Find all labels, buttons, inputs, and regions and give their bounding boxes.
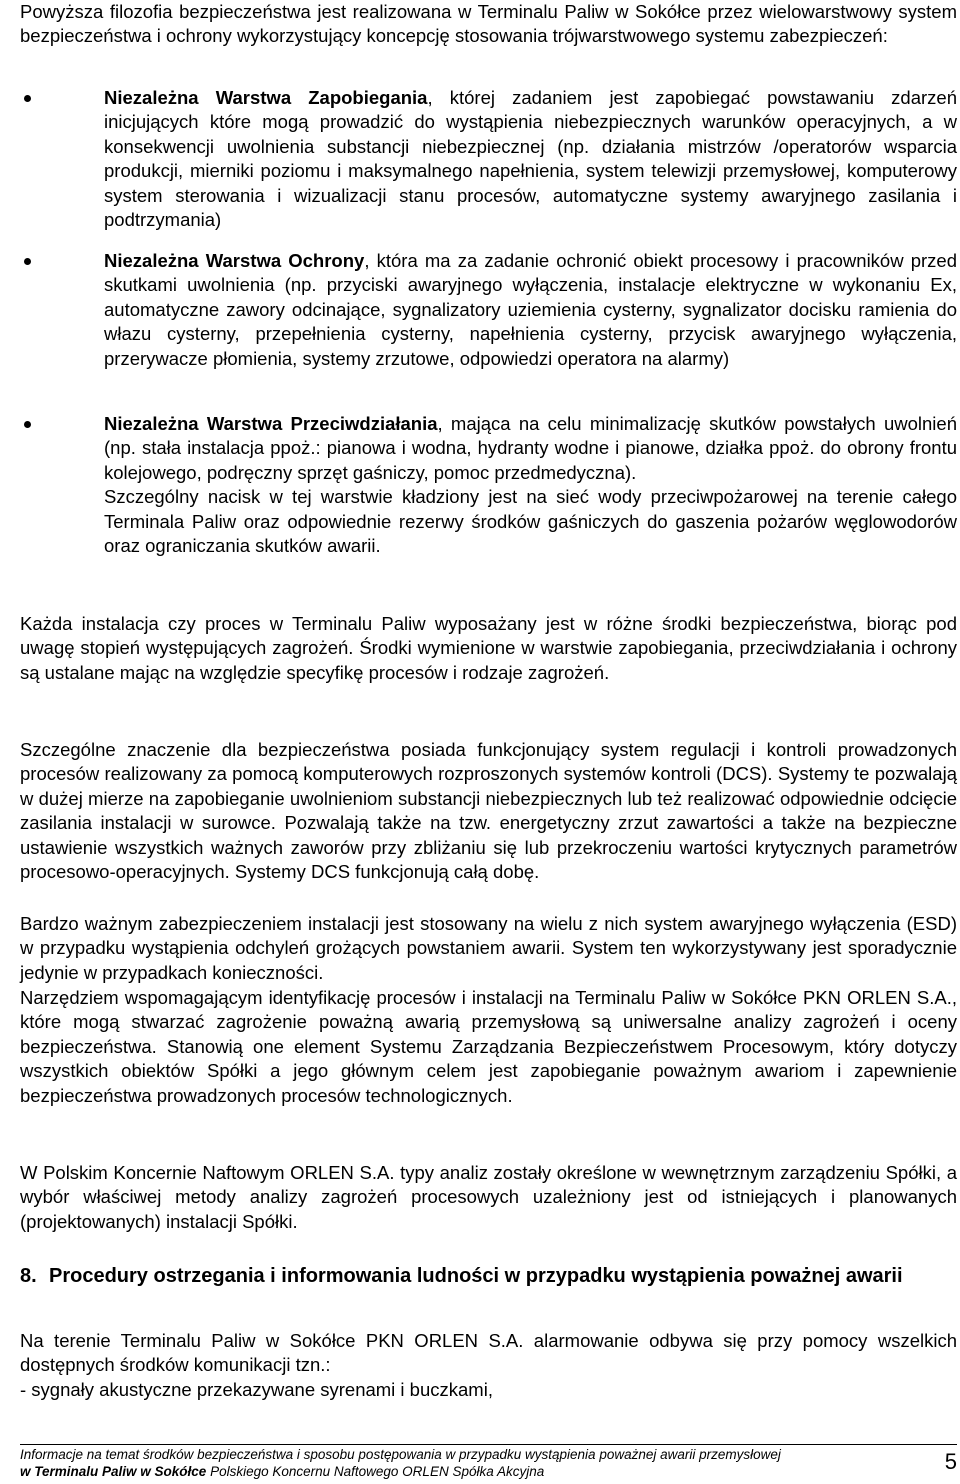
paragraph-measures: Każda instalacja czy proces w Terminalu Paliw wyposażany jest w różne środki bezpieczeństwa, biorąc pod uwagę stopień występujących zagrożeń. Środki wymienione w warstwie zapobiegania, przeciwdziałania i ochrony są ustalane mając na względzie specyfikę procesów i rodzaje zagrożeń. (20, 613, 957, 683)
page-footer (20, 1447, 957, 1480)
section-number: 8. (20, 1265, 37, 1287)
list-item-acoustic-signals: - sygnały akustyczne przekazywane syrenami i buczkami, (20, 1379, 493, 1400)
intro-paragraph: Powyższa filozofia bezpieczeństwa jest realizowana w Terminalu Paliw w Sokółce przez wielowarstwowy system bezpieczeństwa i ochrony wykorzystujący koncepcję stosowania trójwarstwowego systemu zabezpieczeń: (20, 1, 957, 47)
bullet-text: , mająca na celu minimalizację skutków powstałych uwolnień (np. stała instalacja ppoż.: pianowa i wodna, hydranty wodne i pianowe, działka ppoż. do obrony frontu kolejowego, podręczny sprzęt gaśniczy, pomoc przedmedyczna). (104, 413, 957, 483)
bullet-title: Niezależna Warstwa Zapobiegania (104, 87, 428, 108)
page-number: 5 (944, 1449, 957, 1474)
paragraph-orlen-analyses: W Polskim Koncernie Naftowym ORLEN S.A. typy analiz zostały określone w wewnętrznym zarządzeniu Spółki, a wybór właściwej metody analizy zagrożeń procesowych uzależniony jest od istniejących i planowanych (projektowanych) instalacji Spółki. (20, 1162, 957, 1232)
bullet-prevention (20, 86, 957, 232)
bullet-protection (20, 249, 957, 371)
section-title: Procedury ostrzegania i informowania ludności w przypadku wystąpienia poważnej awarii (49, 1265, 903, 1287)
bullet-title: Niezależna Warstwa Przeciwdziałania (104, 413, 438, 434)
bullet-dot (24, 421, 31, 428)
footer-divider (20, 1444, 957, 1445)
paragraph-analysis-tool: Narzędziem wspomagającym identyfikację procesów i instalacji na Terminalu Paliw w Sokółce PKN ORLEN S.A., które mogą stwarzać zagrożenie poważną awarią przemysłową są uniwersalne analizy zagrożeń i oceny bezpieczeństwa. Stanowią one element Systemu Zarządzania Bezpieczeństwem Procesowym, który dotyczy wszystkich obiektów Spółki a jego głównym celem jest zapobieganie poważnym awariom i zapewnienie bezpieczeństwa prowadzonych procesów technologicznych. (20, 987, 957, 1106)
bullet-counteraction (20, 412, 957, 558)
footer-terminal-name: w Terminalu Paliw w Sokółce (20, 1463, 207, 1479)
section-heading (20, 1262, 957, 1290)
bullet-extra-text: Szczególny nacisk w tej warstwie kładziony jest na sieć wody przeciwpożarowej na terenie całego Terminala Paliw oraz odpowiednie rezerwy środków gaśniczych do gaszenia pożarów węglowodorów oraz ograniczania skutków awarii. (104, 486, 957, 557)
bullet-title: Niezależna Warstwa Ochrony (104, 250, 365, 271)
bullet-dot (24, 95, 31, 102)
bullet-dot (24, 258, 31, 265)
paragraph-dcs: Szczególne znaczenie dla bezpieczeństwa posiada funkcjonujący system regulacji i kontroli prowadzonych procesów realizowany za pomocą komputerowych rozproszonych systemów kontroli (DCS). Systemy te pozwalają w dużej mierze na zapobieganie uwolnieniom substancji niebezpiecznych lub też realizować odpowiednie odcięcie zasilania instalacji w surowce. Pozwalają także na tzw. energetyczny zrzut zawartości a także na bezpieczne ustawienie wszystkich ważnych zaworów przy zbliżaniu się lub przekroczeniu wartości krytycznych parametrów procesowo-operacyjnych. Systemy DCS funkcjonują całą dobę. (20, 739, 957, 883)
bullet-text: , której zadaniem jest zapobiegać powstawaniu zdarzeń inicjujących które mogą prowadzić do wystąpienia niebezpiecznych warunków operacyjnych, a w konsekwencji uwolnienia substancji niebezpiecznej (np. działania mistrzów /operatorów wsparcia produkcji, mierniki poziomu i maksymalnego napełnienia, system telewizji przemysłowej, komputerowy system sterowania i wizualizacji stanu procesów, automatyczne systemy awaryjnego zasilania i podtrzymania) (104, 87, 958, 231)
paragraph-alarm-intro: Na terenie Terminalu Paliw w Sokółce PKN ORLEN S.A. alarmowanie odbywa się przy pomocy wszelkich dostępnych środków komunikacji tzn.: (20, 1330, 957, 1376)
bullet-text: , która ma za zadanie ochronić obiekt procesowy i pracowników przed skutkami uwolnienia (np. przyciski awaryjnego wyłączenia, instalacje elektryczne w wykonaniu Ex, automatyczne zawory odcinające, sygnalizatory uziemienia cysterny, sygnalizator docisku ramienia do włazu cysterny, przepełnienia cysterny, napełnienia cysterny, przycisk awaryjnego wyłączenia, przerywacze płomienia, systemy zrzutowe, odpowiedzi operatora na alarmy) (104, 250, 957, 369)
footer-company-name: Polskiego Koncernu Naftowego ORLEN Spółka Akcyjna (206, 1463, 545, 1479)
paragraph-esd: Bardzo ważnym zabezpieczeniem instalacji jest stosowany na wielu z nich system awaryjnego wyłączenia (ESD) w przypadku wystąpienia odchyleń grożących powstaniem awarii. System ten wykorzystywany jest sporadycznie jedynie w przypadkach konieczności. (20, 913, 957, 983)
footer-line-1: Informacje na temat środków bezpieczeństwa i sposobu postępowania w przypadku wystąpienia poważnej awarii przemysłowej (20, 1447, 781, 1462)
